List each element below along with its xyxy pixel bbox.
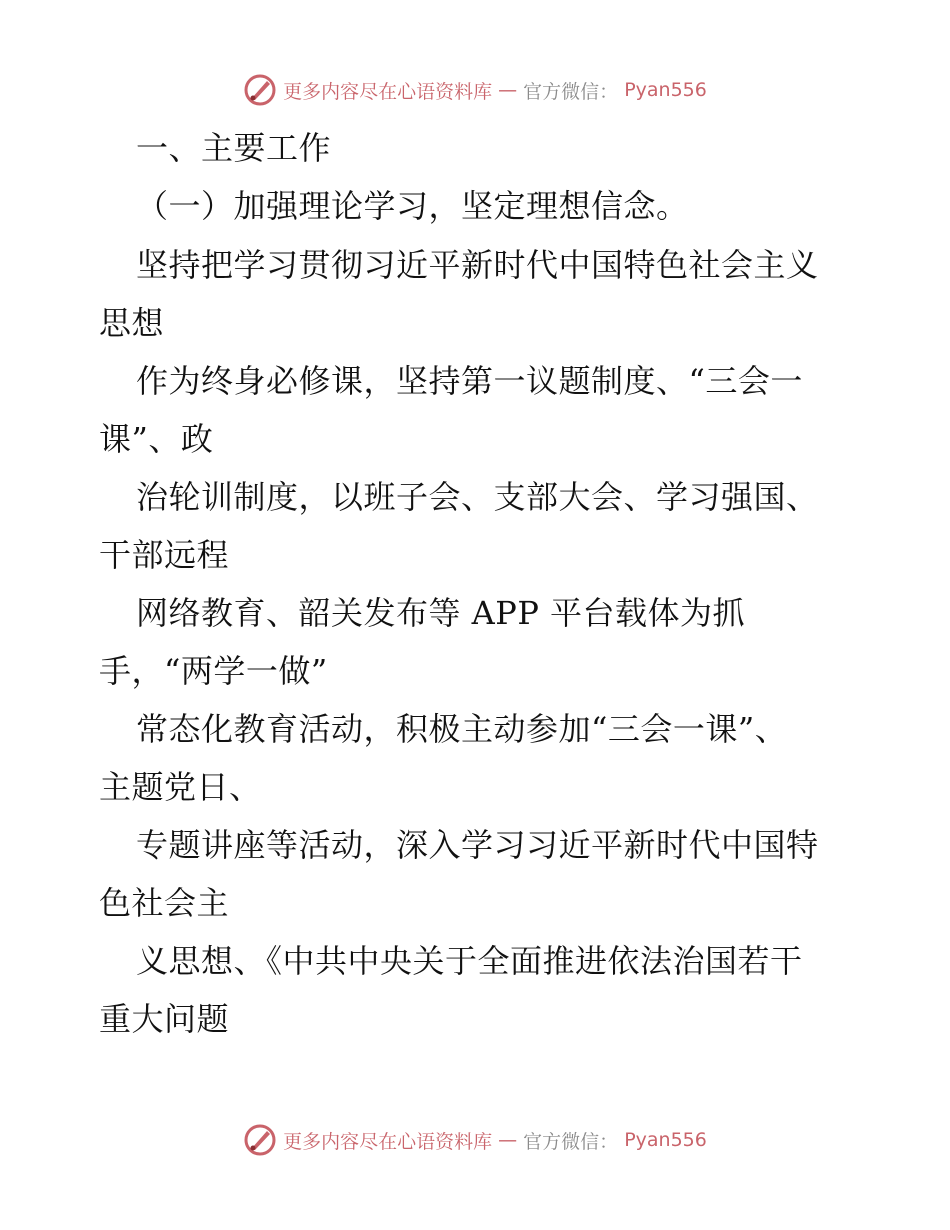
banner-separator: — — [498, 1129, 518, 1151]
footer-watermark-banner — [0, 1120, 950, 1160]
paragraph-line: 课”、政 — [99, 420, 214, 458]
paragraph-line: 专题讲座等活动，深入学习习近平新时代中国特 — [136, 826, 819, 864]
banner-wechat-label: 官方微信： — [523, 1130, 619, 1153]
paragraph-line: 常态化教育活动，积极主动参加“三会一课”、 — [136, 710, 788, 748]
banner-separator: — — [498, 79, 518, 101]
paragraph-line: 色社会主 — [99, 884, 230, 922]
banner-wechat-id: Pyan556 — [624, 79, 707, 101]
banner-wechat-id: Pyan556 — [624, 1129, 707, 1151]
paragraph-line: 思想 — [99, 304, 165, 342]
banner-wechat-label: 官方微信： — [523, 80, 619, 103]
paragraph-line: 主题党日、 — [99, 768, 262, 806]
paragraph-line: 网络教育、韶关发布等 APP 平台载体为抓 — [136, 594, 746, 632]
paragraph-line: 义思想、《中共中央关于全面推进依法治国若干 — [136, 942, 803, 980]
paragraph-line: 干部远程 — [99, 536, 230, 574]
section-heading: 一、主要工作 — [136, 129, 332, 167]
paragraph-line: 重大问题 — [99, 1000, 230, 1038]
paragraph-line: 手，“两学一做” — [99, 652, 328, 690]
subsection-heading: （一）加强理论学习，坚定理想信念。 — [136, 187, 689, 225]
paragraph-line: 坚持把学习贯彻习近平新时代中国特色社会主义 — [136, 246, 819, 284]
quill-logo-icon — [243, 1123, 277, 1157]
paragraph-line: 治轮训制度，以班子会、支部大会、学习强国、 — [136, 478, 819, 516]
paragraph-line: 作为终身必修课，坚持第一议题制度、“三会一 — [136, 362, 803, 400]
banner-main-text: 更多内容尽在心语资料库 — [283, 1130, 493, 1153]
banner-main-text: 更多内容尽在心语资料库 — [283, 80, 493, 103]
